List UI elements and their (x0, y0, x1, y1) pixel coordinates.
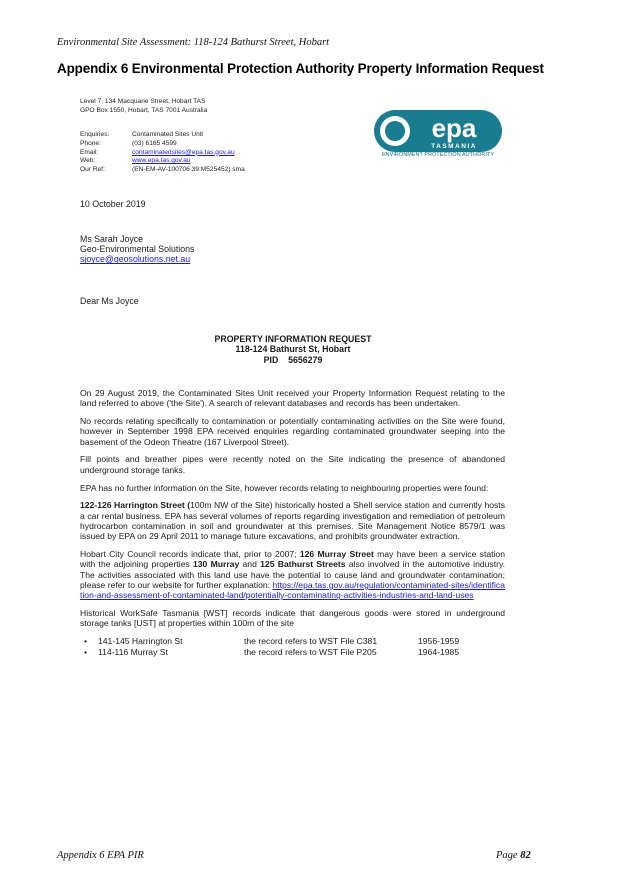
paragraph-text: also involved in the automotive industry. The activities associated with this land use have the potential to cause land and groundwater contamination; please refer to our website for further explanation: (80, 559, 506, 590)
subject-title: PROPERTY INFORMATION REQUEST (214, 334, 372, 344)
ref-label: Our Ref: (80, 166, 105, 174)
enquiries-value: Contaminated Sites Unit (132, 131, 204, 138)
bold-address: 125 Bathurst Streets (260, 559, 346, 570)
list-ref: the record refers to WST File C381 (244, 636, 378, 647)
list-item (80, 647, 505, 658)
web-link[interactable]: www.epa.tas.gov.au (132, 157, 191, 165)
letter-body (80, 388, 505, 658)
bold-address: 126 Murray Street (299, 549, 374, 560)
subject-block (80, 334, 506, 365)
appendix-title: Appendix 6 Environmental Protection Authority Property Information Request (57, 61, 544, 76)
email-link[interactable]: contaminatedsites@epa.tas.gov.au (132, 148, 235, 156)
bold-address: 122-126 Harrington Street ( (80, 500, 191, 511)
list-ref: the record refers to WST File P205 (244, 647, 377, 658)
page-label: Page (496, 850, 518, 861)
pid-label: PID (263, 354, 279, 365)
bullet: • (84, 647, 88, 658)
body-paragraph: Fill points and breather pipes were recently noted on the Site indicating the presence of abandoned underground storage tanks. (80, 454, 505, 475)
bold-address: 130 Murray (192, 559, 240, 570)
address-line: GPO Box 1550, Hobart, TAS 7001 Australia (80, 106, 208, 114)
letterhead-address (80, 98, 207, 115)
list-site: 141-145 Harrington St (98, 636, 183, 647)
enquiries-label: Enquiries: (80, 131, 110, 138)
body-paragraph: No records relating specifically to contamination or potentially contaminating activities on the Site were found, however in September 1998 EPA received enquiries regarding contaminated groundwater seeping into the basement of the Odeon Theatre (167 Liverpool Street). (80, 416, 505, 447)
list-years: 1964-1985 (418, 647, 460, 658)
running-header: Environmental Site Assessment: 118-124 Bathurst Street, Hobart (57, 37, 330, 48)
logo-sub: TASMANIA (431, 143, 477, 150)
page-number (496, 850, 531, 861)
epa-website-link[interactable]: https://epa.tas.gov.au/regulation/contaminated-sites/identification-and-assessment-of-contaminated-land/potentially-contaminating-activities-industries-and-land-uses (80, 579, 505, 601)
letterhead-contacts (80, 131, 245, 175)
ust-list (80, 636, 505, 658)
recipient-company: Geo-Environmental Solutions (80, 244, 195, 255)
bullet: • (84, 636, 88, 647)
recipient-block (80, 234, 194, 265)
recipient-email-link[interactable]: sjoyce@geosolutions.net.au (80, 254, 191, 265)
body-paragraph: On 29 August 2019, the Contaminated Sites Unit received your Property Information Request relating to the land referred to above ('the Site'). A search of relevant databases and records has been undertaken. (80, 388, 505, 409)
subject-pid (80, 355, 506, 365)
logo-caption: ENVIRONMENT PROTECTION AUTHORITY (381, 152, 495, 158)
pid-value: 5656279 (288, 354, 323, 365)
list-years: 1956-1959 (418, 636, 460, 647)
logo-ring-inner (385, 121, 405, 141)
body-paragraph (80, 500, 505, 541)
email-label: Email: (80, 148, 99, 156)
recipient-name: Ms Sarah Joyce (80, 234, 144, 244)
paragraph-text: and (239, 559, 261, 570)
letter-date: 10 October 2019 (80, 199, 146, 209)
body-paragraph: EPA has no further information on the Site, however records relating to neighbouring properties were found: (80, 482, 489, 493)
salutation: Dear Ms Joyce (80, 296, 139, 306)
logo-text: epa (431, 113, 477, 143)
address-line: Level 7, 134 Macquarie Street, Hobart TAS (80, 98, 206, 105)
footer-title: Appendix 6 EPA PIR (57, 850, 144, 861)
ref-value: (EN-EM-AV-100706 39:M525452) sma (132, 166, 245, 174)
page-number-value: 82 (520, 850, 531, 861)
body-paragraph: Historical WorkSafe Tasmania [WST] records indicate that dangerous goods were stored in underground storage tanks [UST] at properties within 100m of the site (80, 608, 505, 629)
paragraph-text: may have been a service station with the adjoining properties (80, 549, 505, 570)
body-paragraph (80, 549, 505, 600)
list-site: 114-116 Murray St (98, 647, 168, 658)
paragraph-text: 100m NW of the Site) historically hosted a Shell service station and currently hosts a car rental business. EPA has several volumes of reports regarding investigation and remediation of petroleum hydrocarbon contamination in soil and groundwater at this premises. Site Management Notice 8579/1 was issued by EPA on 29 April 2011 to manage future excavations, and prohibits groundwater extraction. (80, 500, 505, 542)
web-label: Web: (80, 157, 96, 165)
phone-label: Phone: (80, 139, 101, 147)
paragraph-text: Hobart City Council records indicate that, prior to 2007; (80, 549, 300, 560)
list-item (80, 636, 505, 647)
phone-value: (03) 6165 4599 (132, 139, 177, 147)
subject-address: 118-124 Bathurst St, Hobart (235, 344, 351, 355)
epa-letter (80, 98, 506, 758)
